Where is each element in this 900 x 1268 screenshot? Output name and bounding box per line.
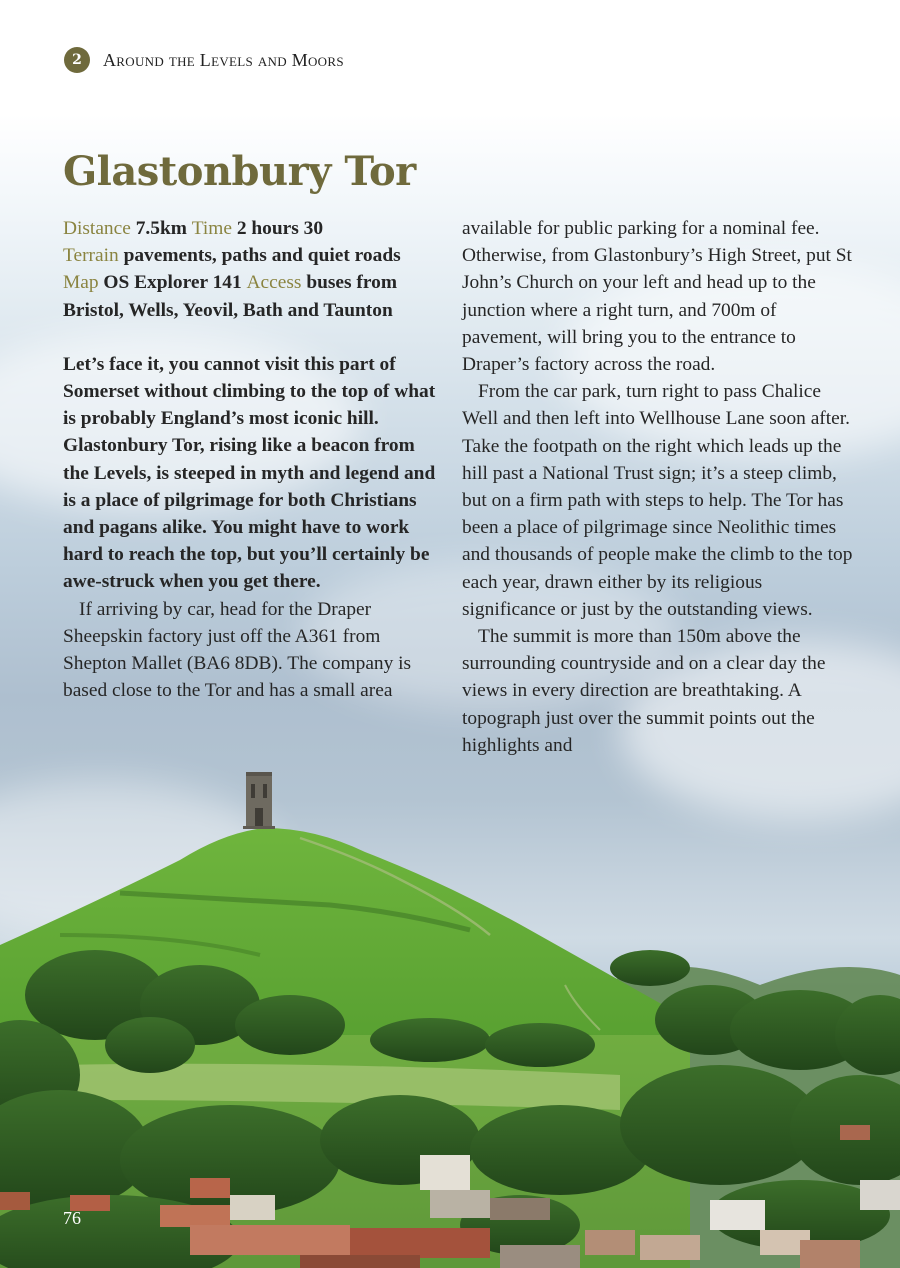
paragraph-route: From the car park, turn right to pass Chalice Well and then left into Wellhouse Lane soon after. Take the footpath on the right which leads up the hill past a National Trust sign; it’s a steep climb, but on a firm path with steps to help. The Tor has been a place of pilgrimage since Neolithic times and thousands of people make the climb to the top each year, drawn either by its religious significance or just by the outstanding views. xyxy=(462,381,853,620)
terrain-label: Terrain xyxy=(63,245,119,267)
map-value: OS Explorer 141 xyxy=(103,272,242,294)
page-title: Glastonbury Tor xyxy=(63,148,416,195)
right-column xyxy=(462,215,857,759)
time-value: 2 hours 30 xyxy=(236,218,324,239)
paragraph-summit: The summit is more than 150m above the surrounding countryside and on a clear day the views in every direction are breathtaking. A topograph just over the summit points out the highlights and xyxy=(462,626,826,756)
left-column xyxy=(63,215,443,704)
chapter-number-badge: 2 xyxy=(64,47,90,73)
page-number: 76 xyxy=(63,1208,81,1228)
intro-paragraph: Let’s face it, you cannot visit this part of Somerset without climbing to the top of what is probably England’s most iconic hill. Glastonbury Tor, rising like a beacon from the Levels, is steeped in myth and legend and is a place of pilgrimage for both Christians and pagans alike. You might have to work hard to reach the top, but you’ll certainly be awe-struck when you get there. xyxy=(63,353,436,593)
terrain-value: pavements, paths and quiet roads xyxy=(123,245,401,267)
access-label: Access xyxy=(246,272,302,294)
running-head: Around the Levels and Moors xyxy=(103,49,344,70)
chapter-header xyxy=(64,46,344,74)
route-info xyxy=(63,215,443,324)
distance-label: Distance xyxy=(63,218,131,239)
paragraph-car-park: If arriving by car, head for the Draper Sheepskin factory just off the A361 from Shepton Mallet (BA6 8DB). The company is based close to the Tor and has a small area xyxy=(63,598,412,702)
st-michaels-tower xyxy=(243,772,275,829)
time-label: Time xyxy=(191,218,232,239)
paragraph-car-park-continued: available for public parking for a nominal fee. Otherwise, from Glastonbury’s High Street, put St John’s Church on your left and head up to the junction where a right turn, and 700m of pavement, will bring you to the entrance to Draper’s factory across the road. xyxy=(462,218,852,376)
distance-value: 7.5km xyxy=(135,218,187,239)
map-label: Map xyxy=(63,272,99,294)
access-value: buses from Bristol, Wells, Yeovil, Bath and Taunton xyxy=(63,272,397,321)
